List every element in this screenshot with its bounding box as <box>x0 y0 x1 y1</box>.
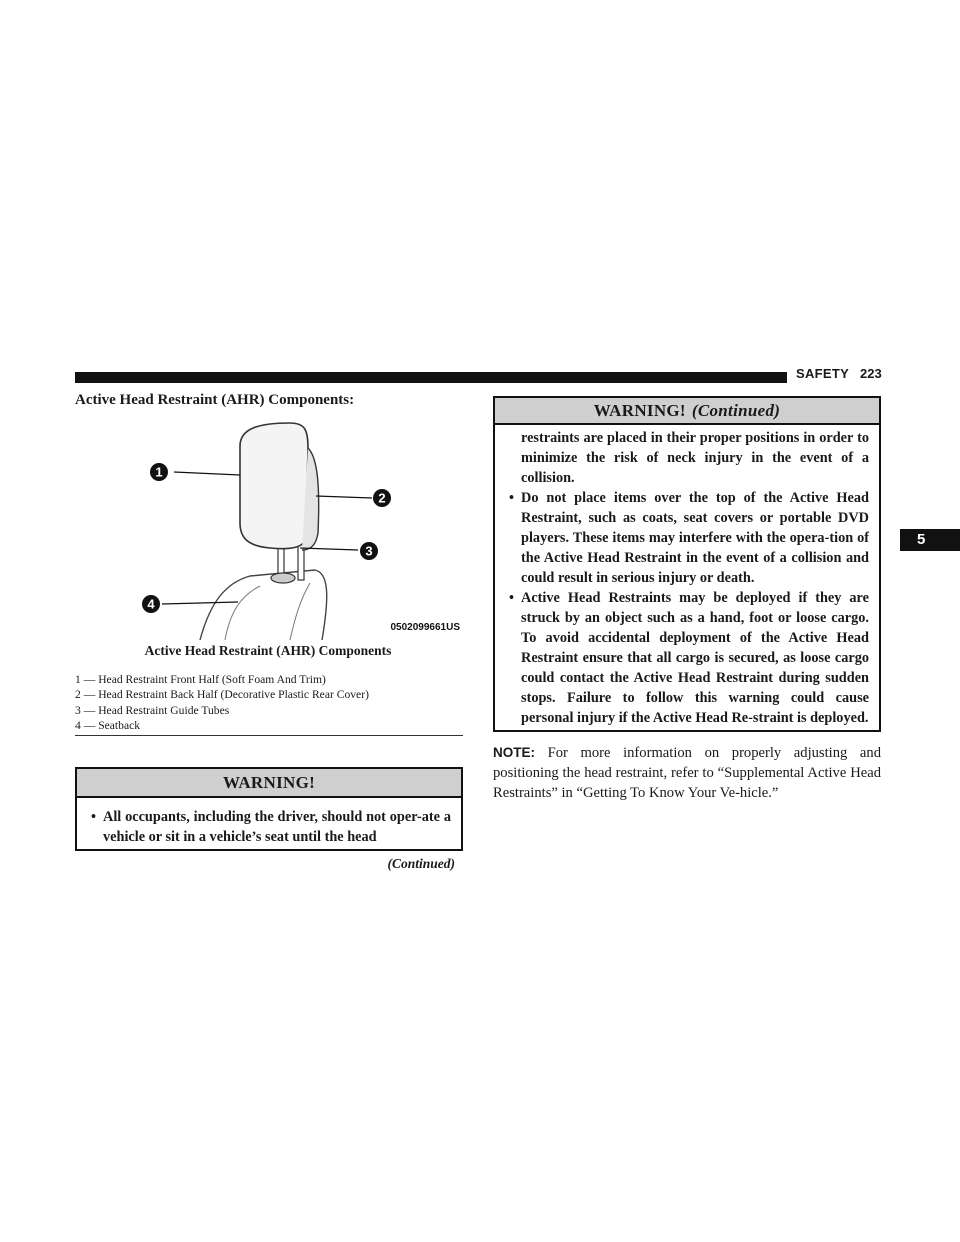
warning-continuation: restraints are placed in their proper positions in order to minimize the risk of neck injury in the event of a collision. <box>521 430 869 486</box>
callout-3: 3 <box>365 543 373 559</box>
warning-continued-suffix: (Continued) <box>691 401 781 420</box>
note-label: NOTE: <box>493 745 535 760</box>
legend-item: 1 — Head Restraint Front Half (Soft Foam And Trim) <box>75 673 326 686</box>
image-code: 0502099661US <box>390 622 460 633</box>
page-number: 223 <box>860 366 882 381</box>
continued-label: (Continued) <box>387 856 455 871</box>
head-restraint-illustration <box>140 418 465 640</box>
bullet-icon: • <box>509 590 515 606</box>
figure-caption: Active Head Restraint (AHR) Components <box>144 643 392 658</box>
warning-title: WARNING! <box>222 773 316 792</box>
chapter-tab: 5 <box>900 529 960 551</box>
legend-item: 3 — Head Restraint Guide Tubes <box>75 703 230 717</box>
warning-bullet: • All occupants, including the driver, should not oper-ate a vehicle or sit in a vehicle’s seat until the head <box>91 809 451 845</box>
section-heading: Active Head Restraint (AHR) Components: <box>75 392 355 408</box>
header-rule <box>75 372 787 383</box>
note-paragraph <box>493 743 881 803</box>
warning-box-continued <box>493 396 881 732</box>
warning-bullet: • Do not place items over the top of the Active Head Restraint, such as coats, seat covers or portable DVD players. These items may interfere with the opera-tion of the Active Head Restraint in the event of a collision and could result in serious injury or death. <box>509 490 869 586</box>
legend-item: 2 — Head Restraint Back Half (Decorative Plastic Rear Cover) <box>75 688 369 702</box>
warning-header <box>495 398 879 425</box>
note-text: For more information on properly adjusting and positioning the head restraint, refer to “Supplemental Active Head Restraints” in “Getting To Know Your Ve-hicle.” <box>493 745 881 801</box>
callout-4: 4 <box>147 596 155 612</box>
legend-item: 4 — Seatback <box>75 719 141 733</box>
warning-box <box>75 767 463 851</box>
section-title: SAFETY <box>796 366 850 381</box>
legend-divider <box>75 735 463 736</box>
bullet-icon: • <box>91 809 97 825</box>
bullet-icon: • <box>509 490 515 506</box>
callout-2: 2 <box>378 490 386 506</box>
figure-legend <box>75 672 463 734</box>
callout-1: 1 <box>155 464 163 480</box>
warning-title: WARNING! <box>593 401 686 420</box>
warning-header <box>77 769 461 798</box>
warning-bullet: • Active Head Restraints may be deployed if they are struck by an object such as a hand, foot or loose cargo. To avoid accidental deployment of the Active Head Restraint ensure that all cargo is secured, as loose cargo could contact the Active Head Restraint during sudden stops. Failure to follow this warning could cause personal injury if the Active Head Re-straint is deployed. <box>509 590 869 726</box>
